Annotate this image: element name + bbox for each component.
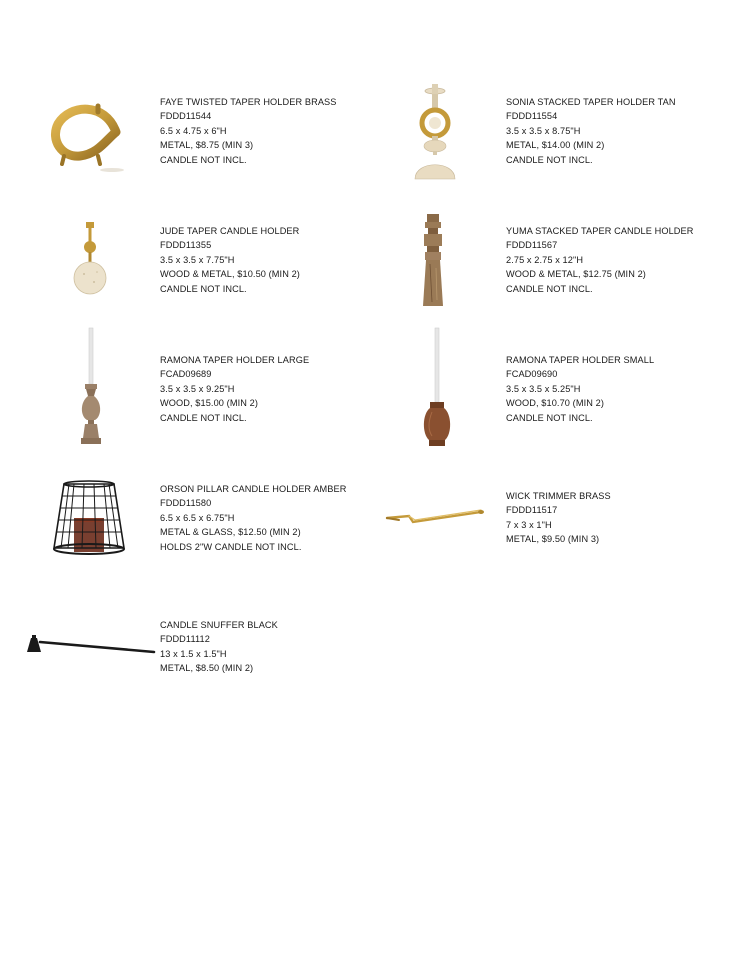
- wood-holder-small-icon: [420, 326, 454, 448]
- product-price: WOOD, $10.70 (MIN 2): [506, 398, 604, 409]
- product-note: CANDLE NOT INCL.: [506, 412, 593, 423]
- product-name: YUMA STACKED TAPER CANDLE HOLDER: [506, 226, 694, 236]
- product-name: WICK TRIMMER BRASS: [506, 491, 611, 501]
- product-sku: FCAD09689: [160, 369, 212, 380]
- product-price: METAL, $14.00 (MIN 2): [506, 140, 605, 151]
- product-name: RAMONA TAPER HOLDER LARGE: [160, 355, 310, 365]
- product-price: WOOD & METAL, $10.50 (MIN 2): [160, 269, 300, 280]
- product-info: [160, 353, 309, 425]
- product-note: HOLDS 2"W CANDLE NOT INCL.: [160, 541, 302, 552]
- product-note: CANDLE NOT INCL.: [160, 154, 247, 165]
- product-note: CANDLE NOT INCL.: [506, 154, 593, 165]
- product-price: WOOD, $15.00 (MIN 2): [160, 398, 258, 409]
- product-dimensions: 13 x 1.5 x 1.5"H: [160, 648, 227, 659]
- product-price: WOOD & METAL, $12.75 (MIN 2): [506, 269, 646, 280]
- wood-holder-large-icon: [76, 326, 106, 448]
- product-price: METAL & GLASS, $12.50 (MIN 2): [160, 527, 301, 538]
- product-name: ORSON PILLAR CANDLE HOLDER AMBER: [160, 484, 347, 494]
- product-info: [160, 224, 300, 296]
- product-sku: FDDD11112: [160, 634, 210, 645]
- product-dimensions: 3.5 x 3.5 x 7.75"H: [160, 254, 235, 265]
- product-dimensions: 3.5 x 3.5 x 5.25"H: [506, 383, 581, 394]
- product-dimensions: 7 x 3 x 1"H: [506, 519, 552, 530]
- wire-pillar-holder-icon: [52, 478, 126, 558]
- product-info: [160, 618, 278, 676]
- product-sku: FDDD11517: [506, 505, 558, 516]
- product-dimensions: 6.5 x 4.75 x 6"H: [160, 125, 227, 136]
- product-dimensions: 3.5 x 3.5 x 8.75"H: [506, 125, 581, 136]
- product-name: CANDLE SNUFFER BLACK: [160, 620, 278, 630]
- product-info: [160, 95, 337, 167]
- product-dimensions: 3.5 x 3.5 x 9.25"H: [160, 383, 235, 394]
- product-info: [506, 95, 676, 167]
- product-note: CANDLE NOT INCL.: [506, 283, 593, 294]
- product-sku: FCAD09690: [506, 369, 558, 380]
- product-name: FAYE TWISTED TAPER HOLDER BRASS: [160, 97, 337, 107]
- product-info: [506, 353, 654, 425]
- product-name: SONIA STACKED TAPER HOLDER TAN: [506, 97, 676, 107]
- product-dimensions: 2.75 x 2.75 x 12"H: [506, 254, 584, 265]
- product-sku: FDDD11567: [506, 240, 558, 251]
- product-info: [506, 489, 611, 547]
- product-price: METAL, $8.75 (MIN 3): [160, 140, 254, 151]
- stacked-tan-holder-icon: [410, 82, 460, 182]
- product-info: [506, 224, 694, 296]
- product-note: CANDLE NOT INCL.: [160, 283, 247, 294]
- product-name: JUDE TAPER CANDLE HOLDER: [160, 226, 300, 236]
- product-info: [160, 482, 347, 554]
- product-name: RAMONA TAPER HOLDER SMALL: [506, 355, 655, 365]
- stacked-wood-holder-icon: [418, 212, 448, 310]
- product-dimensions: 6.5 x 6.5 x 6.75"H: [160, 512, 235, 523]
- product-sku: FDDD11580: [160, 498, 212, 509]
- twisted-brass-holder-icon: [50, 92, 132, 174]
- product-sku: FDDD11554: [506, 111, 558, 122]
- product-sku: FDDD11355: [160, 240, 212, 251]
- wick-trimmer-icon: [385, 506, 487, 530]
- product-note: CANDLE NOT INCL.: [160, 412, 247, 423]
- candle-snuffer-icon: [24, 632, 156, 658]
- product-price: METAL, $9.50 (MIN 3): [506, 534, 600, 545]
- brass-ball-holder-icon: [70, 220, 110, 298]
- product-price: METAL, $8.50 (MIN 2): [160, 663, 254, 674]
- product-sku: FDDD11544: [160, 111, 212, 122]
